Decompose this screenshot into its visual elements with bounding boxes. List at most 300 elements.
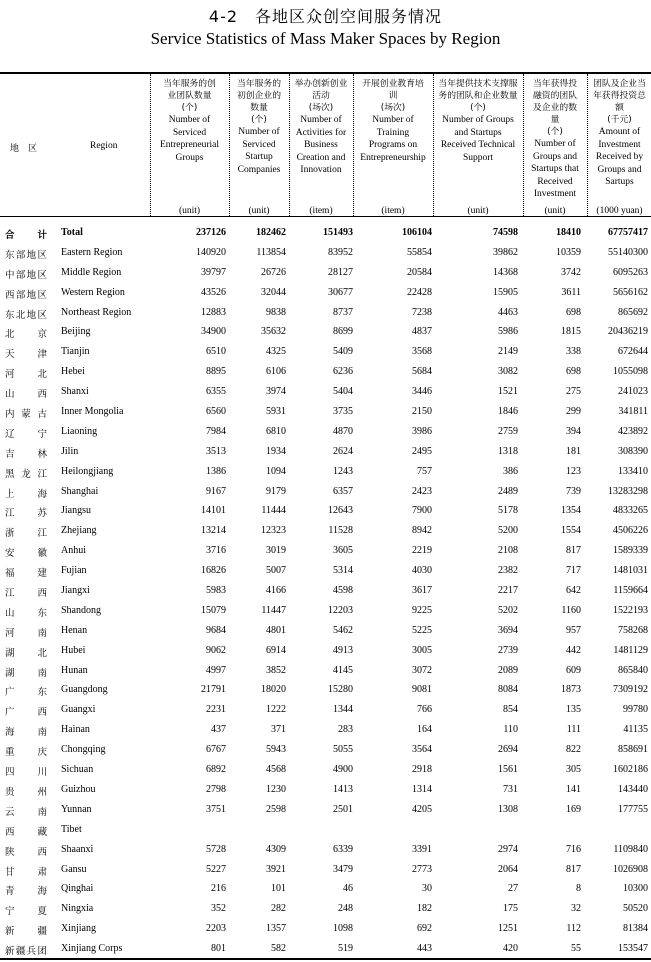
table-row [0, 741, 651, 761]
cell-value: 3921 [266, 863, 286, 875]
cell-value: 4870 [333, 425, 353, 437]
cell-value: 2231 [206, 704, 226, 716]
cell-value: 8737 [333, 306, 353, 318]
cell-value: 582 [271, 943, 286, 955]
cell-value: 1109840 [613, 843, 648, 855]
cell-value: 2759 [498, 425, 518, 437]
cell-value: 4913 [333, 644, 353, 656]
region-name-english: Guangdong [61, 684, 108, 696]
cell-value: 26726 [261, 266, 286, 278]
cell-value: 423892 [618, 425, 648, 437]
region-name-chinese: 浙江 [5, 528, 47, 540]
cell-value: 2694 [498, 744, 518, 756]
cell-value: 801 [211, 943, 226, 955]
column-header-chinese: 当年服务的初创企业的数量 [237, 79, 281, 113]
cell-value: 99780 [623, 704, 648, 716]
cell-value: 6095263 [613, 266, 648, 278]
cell-value: 3019 [266, 545, 286, 557]
region-name-english: Hubei [61, 644, 86, 656]
cell-value: 112 [566, 923, 581, 935]
cell-value: 4900 [333, 764, 353, 776]
region-name-chinese: 湖北 [5, 647, 47, 659]
cell-value: 1602186 [613, 764, 648, 776]
cell-value: 1098 [333, 923, 353, 935]
cell-value: 2974 [498, 843, 518, 855]
column-unit-chinese: (场次) [380, 103, 406, 113]
cell-value: 4030 [412, 565, 432, 577]
cell-value: 9179 [266, 485, 286, 497]
cell-value: 519 [338, 943, 353, 955]
cell-value: 81384 [623, 923, 648, 935]
column-header-english: Number of Training Programs on Entrepreneurship [360, 115, 426, 163]
cell-value: 13214 [201, 525, 226, 537]
region-name-english: Liaoning [61, 425, 98, 437]
cell-value: 1159664 [613, 585, 648, 597]
cell-value: 1222 [266, 704, 286, 716]
cell-value: 1251 [498, 923, 518, 935]
region-name-english: Hunan [61, 664, 88, 676]
cell-value: 394 [566, 425, 581, 437]
table-row [0, 861, 651, 881]
table-row [0, 841, 651, 861]
region-name-chinese: 广东 [5, 687, 47, 699]
cell-value: 6767 [206, 744, 226, 756]
cell-value: 865840 [618, 664, 648, 676]
cell-value: 1094 [266, 465, 286, 477]
top-rule [0, 72, 651, 74]
cell-value: 5943 [266, 744, 286, 756]
cell-value: 10300 [623, 883, 648, 895]
cell-value: 3735 [333, 406, 353, 418]
cell-value: 5728 [206, 843, 226, 855]
cell-value: 111 [566, 724, 581, 736]
table-row [0, 264, 651, 284]
cell-value: 2495 [412, 445, 432, 457]
cell-value: 20584 [407, 266, 432, 278]
cell-value: 1873 [561, 684, 581, 696]
cell-value: 3513 [206, 445, 226, 457]
column-unit-chinese: (个) [547, 127, 563, 137]
cell-value: 9167 [206, 485, 226, 497]
region-name-english: Hebei [61, 366, 85, 378]
column-unit-chinese: (个) [470, 103, 486, 113]
table-row [0, 940, 651, 960]
table-row [0, 343, 651, 363]
region-name-english: Northeast Region [61, 306, 132, 318]
region-name-english: Beijing [61, 326, 91, 338]
region-name-chinese: 西部地区 [5, 289, 47, 301]
cell-value: 7900 [412, 505, 432, 517]
region-name-english: Jilin [61, 445, 79, 457]
cell-value: 216 [211, 883, 226, 895]
cell-value: 3974 [266, 386, 286, 398]
cell-value: 113854 [256, 246, 286, 258]
cell-value: 1522193 [613, 604, 648, 616]
cell-value: 18410 [556, 227, 581, 238]
cell-value: 141 [566, 783, 581, 795]
cell-value: 3852 [266, 664, 286, 676]
cell-value: 2108 [498, 545, 518, 557]
cell-value: 151493 [323, 227, 353, 238]
region-name-chinese: 甘肃 [5, 866, 47, 878]
cell-value: 4325 [266, 346, 286, 358]
cell-value: 6560 [206, 406, 226, 418]
cell-value: 3072 [412, 664, 432, 676]
cell-value: 305 [566, 764, 581, 776]
region-header-english: Region [90, 141, 118, 151]
cell-value: 5007 [266, 565, 286, 577]
cell-value: 1055098 [613, 366, 648, 378]
cell-value: 182462 [256, 227, 286, 238]
cell-value: 1314 [412, 783, 432, 795]
cell-value: 698 [566, 306, 581, 318]
region-name-chinese: 东北地区 [5, 309, 47, 321]
cell-value: 4568 [266, 764, 286, 776]
region-name-chinese: 黑龙江 [5, 468, 47, 480]
cell-value: 2739 [498, 644, 518, 656]
table-row [0, 363, 651, 383]
region-name-english: Sichuan [61, 764, 94, 776]
cell-value: 739 [566, 485, 581, 497]
cell-value: 2149 [498, 346, 518, 358]
column-unit-english: (unit) [467, 206, 489, 216]
cell-value: 3611 [561, 286, 581, 298]
cell-value: 420 [503, 943, 518, 955]
cell-value: 3605 [333, 545, 353, 557]
region-name-chinese: 内蒙古 [5, 409, 47, 421]
table-row [0, 423, 651, 443]
column-unit-english: (item) [309, 206, 333, 216]
cell-value: 1243 [333, 465, 353, 477]
cell-value: 4598 [333, 585, 353, 597]
cell-value: 437 [211, 724, 226, 736]
cell-value: 692 [417, 923, 432, 935]
cell-value: 1481031 [613, 565, 648, 577]
cell-value: 766 [417, 704, 432, 716]
table-row [0, 642, 651, 662]
cell-value: 5409 [333, 346, 353, 358]
cell-value: 5684 [412, 366, 432, 378]
cell-value: 5202 [498, 604, 518, 616]
cell-value: 175 [503, 903, 518, 915]
region-name-chinese: 海南 [5, 727, 47, 739]
cell-value: 858691 [618, 744, 648, 756]
region-name-english: Ningxia [61, 903, 94, 915]
cell-value: 1934 [266, 445, 286, 457]
cell-value: 110 [503, 724, 518, 736]
region-name-chinese: 山西 [5, 389, 47, 401]
cell-value: 18020 [261, 684, 286, 696]
cell-value: 1026908 [613, 863, 648, 875]
cell-value: 672644 [618, 346, 648, 358]
region-name-english: Shanxi [61, 386, 89, 398]
cell-value: 716 [566, 843, 581, 855]
column-header-english: Number of Groups and Startups Received Technical Support [440, 115, 516, 163]
region-name-chinese: 贵州 [5, 786, 47, 798]
cell-value: 338 [566, 346, 581, 358]
cell-value: 5227 [206, 863, 226, 875]
region-name-chinese: 江苏 [5, 508, 47, 520]
table-row [0, 304, 651, 324]
column-header-english: Number of Groups and Startups that Received Investment [531, 139, 579, 199]
cell-value: 3005 [412, 644, 432, 656]
cell-value: 2798 [206, 783, 226, 795]
cell-value: 371 [271, 724, 286, 736]
cell-value: 135 [566, 704, 581, 716]
table-row [0, 602, 651, 622]
column-header-chinese: 当年服务的创业团队数量 [163, 79, 216, 101]
cell-value: 7238 [412, 306, 432, 318]
cell-value: 442 [566, 644, 581, 656]
cell-value: 32044 [261, 286, 286, 298]
column-unit-chinese: (场次) [308, 103, 334, 113]
column-header-7 [588, 78, 651, 218]
cell-value: 609 [566, 664, 581, 676]
region-name-english: Henan [61, 624, 88, 636]
cell-value: 1561 [498, 764, 518, 776]
column-unit-english: (unit) [544, 206, 566, 216]
table-row [0, 562, 651, 582]
cell-value: 1308 [498, 803, 518, 815]
cell-value: 1481129 [613, 644, 648, 656]
cell-value: 9081 [412, 684, 432, 696]
cell-value: 10359 [556, 246, 581, 258]
cell-value: 5225 [412, 624, 432, 636]
column-unit-chinese: (个) [251, 115, 267, 125]
cell-value: 4463 [498, 306, 518, 318]
region-name-english: Xinjiang [61, 923, 96, 935]
region-name-english: Yunnan [61, 803, 92, 815]
region-name-english: Anhui [61, 545, 86, 557]
cell-value: 2150 [412, 406, 432, 418]
table-row [0, 542, 651, 562]
cell-value: 2217 [498, 585, 518, 597]
cell-value: 5178 [498, 505, 518, 517]
cell-value: 248 [338, 903, 353, 915]
cell-value: 5314 [333, 565, 353, 577]
region-name-chinese: 宁夏 [5, 906, 47, 918]
region-name-chinese: 广西 [5, 707, 47, 719]
cell-value: 443 [417, 943, 432, 955]
region-name-english: Chongqing [61, 744, 106, 756]
cell-value: 182 [417, 903, 432, 915]
cell-value: 3742 [561, 266, 581, 278]
column-header-english: Number of Serviced Startup Companies [237, 127, 281, 175]
cell-value: 1357 [266, 923, 286, 935]
region-name-english: Shandong [61, 604, 101, 616]
cell-value: 32 [571, 903, 581, 915]
cell-value: 1554 [561, 525, 581, 537]
cell-value: 758268 [618, 624, 648, 636]
region-name-chinese: 辽宁 [5, 428, 47, 440]
region-name-english: Middle Region [61, 266, 122, 278]
cell-value: 9684 [206, 624, 226, 636]
column-header-english: Number of Serviced Entrepreneurial Groups [159, 115, 220, 163]
cell-value: 83952 [328, 246, 353, 258]
table-row [0, 821, 651, 841]
cell-value: 642 [566, 585, 581, 597]
table-row [0, 662, 651, 682]
cell-value: 2598 [266, 803, 286, 815]
cell-value: 3479 [333, 863, 353, 875]
cell-value: 143440 [618, 783, 648, 795]
table-row [0, 522, 651, 542]
cell-value: 34900 [201, 326, 226, 338]
region-name-english: Jiangxi [61, 585, 90, 597]
cell-value: 39862 [493, 246, 518, 258]
cell-value: 35632 [261, 326, 286, 338]
table-row [0, 582, 651, 602]
table-row [0, 383, 651, 403]
cell-value: 1344 [333, 704, 353, 716]
cell-value: 8942 [412, 525, 432, 537]
column-header-chinese: 团队及企业当年获得投资总额 [593, 79, 646, 113]
cell-value: 5931 [266, 406, 286, 418]
cell-value: 5404 [333, 386, 353, 398]
data-table-body [0, 224, 651, 960]
table-row [0, 900, 651, 920]
cell-value: 9062 [206, 644, 226, 656]
table-row [0, 244, 651, 264]
cell-value: 9225 [412, 604, 432, 616]
cell-value: 5462 [333, 624, 353, 636]
region-name-chinese: 江西 [5, 588, 47, 600]
cell-value: 50520 [623, 903, 648, 915]
cell-value: 2203 [206, 923, 226, 935]
region-name-english: Guangxi [61, 704, 96, 716]
cell-value: 2219 [412, 545, 432, 557]
region-name-english: Fujian [61, 565, 87, 577]
column-header-1 [151, 78, 228, 218]
cell-value: 3568 [412, 346, 432, 358]
cell-value: 2773 [412, 863, 432, 875]
table-row [0, 701, 651, 721]
cell-value: 106104 [402, 227, 432, 238]
cell-value: 299 [566, 406, 581, 418]
cell-value: 2382 [498, 565, 518, 577]
table-row-total [0, 224, 651, 244]
region-name-chinese: 陕西 [5, 846, 47, 858]
region-name-chinese: 合计 [5, 230, 47, 241]
region-name-chinese: 东部地区 [5, 249, 47, 261]
region-name-english: Tianjin [61, 346, 90, 358]
region-name-chinese: 吉林 [5, 448, 47, 460]
column-header-6 [524, 78, 586, 218]
cell-value: 352 [211, 903, 226, 915]
cell-value: 11528 [328, 525, 353, 537]
region-name-english: Tibet [61, 823, 82, 835]
cell-value: 2089 [498, 664, 518, 676]
cell-value: 731 [503, 783, 518, 795]
column-unit-english: (1000 yuan) [596, 206, 643, 216]
cell-value: 4997 [206, 664, 226, 676]
cell-value: 1160 [561, 604, 581, 616]
cell-value: 865692 [618, 306, 648, 318]
cell-value: 55854 [407, 246, 432, 258]
cell-value: 3617 [412, 585, 432, 597]
cell-value: 8 [576, 883, 581, 895]
table-row [0, 761, 651, 781]
cell-value: 4166 [266, 585, 286, 597]
cell-value: 8699 [333, 326, 353, 338]
column-header-2 [230, 78, 288, 218]
cell-value: 22428 [407, 286, 432, 298]
cell-value: 14368 [493, 266, 518, 278]
table-row [0, 721, 651, 741]
cell-value: 4833265 [613, 505, 648, 517]
cell-value: 757 [417, 465, 432, 477]
cell-value: 15079 [201, 604, 226, 616]
cell-value: 4506226 [613, 525, 648, 537]
cell-value: 4309 [266, 843, 286, 855]
region-name-english: Hainan [61, 724, 90, 736]
table-row [0, 801, 651, 821]
table-row [0, 622, 651, 642]
region-name-chinese: 河北 [5, 369, 47, 381]
cell-value: 3082 [498, 366, 518, 378]
cell-value: 2501 [333, 803, 353, 815]
cell-value: 822 [566, 744, 581, 756]
column-header-chinese: 举办创新创业活动 [294, 79, 348, 101]
region-name-chinese: 中部地区 [5, 269, 47, 281]
cell-value: 8084 [498, 684, 518, 696]
cell-value: 39797 [201, 266, 226, 278]
cell-value: 6810 [266, 425, 286, 437]
cell-value: 67757417 [608, 227, 648, 238]
region-name-chinese: 新疆 [5, 926, 47, 938]
cell-value: 237126 [196, 227, 226, 238]
region-name-english: Xinjiang Corps [61, 943, 123, 955]
region-name-english: Gansu [61, 863, 87, 875]
cell-value: 717 [566, 565, 581, 577]
cell-value: 12203 [328, 604, 353, 616]
cell-value: 241023 [618, 386, 648, 398]
region-name-english: Total [61, 227, 83, 238]
region-name-english: Qinghai [61, 883, 94, 895]
region-name-chinese: 福建 [5, 568, 47, 580]
cell-value: 3716 [206, 545, 226, 557]
table-row [0, 284, 651, 304]
table-row [0, 403, 651, 423]
cell-value: 28127 [328, 266, 353, 278]
cell-value: 21791 [201, 684, 226, 696]
region-name-english: Zhejiang [61, 525, 97, 537]
cell-value: 15905 [493, 286, 518, 298]
cell-value: 817 [566, 863, 581, 875]
column-header-english: Amount of Investment Received by Groups and Sartups [595, 127, 644, 187]
table-row [0, 443, 651, 463]
cell-value: 386 [503, 465, 518, 477]
cell-value: 3564 [412, 744, 432, 756]
cell-value: 2624 [333, 445, 353, 457]
cell-value: 3751 [206, 803, 226, 815]
cell-value: 41135 [623, 724, 648, 736]
table-title-english: Service Statistics of Mass Maker Spaces by Region [150, 29, 501, 48]
cell-value: 1589339 [613, 545, 648, 557]
cell-value: 9838 [266, 306, 286, 318]
cell-value: 5983 [206, 585, 226, 597]
cell-value: 3391 [412, 843, 432, 855]
cell-value: 20436219 [608, 326, 648, 338]
cell-value: 181 [566, 445, 581, 457]
region-name-chinese: 天津 [5, 349, 47, 361]
cell-value: 30677 [328, 286, 353, 298]
cell-value: 153547 [618, 943, 648, 955]
cell-value: 7309192 [613, 684, 648, 696]
region-name-chinese: 河南 [5, 627, 47, 639]
region-name-english: Heilongjiang [61, 465, 114, 477]
column-unit-english: (item) [381, 206, 405, 216]
